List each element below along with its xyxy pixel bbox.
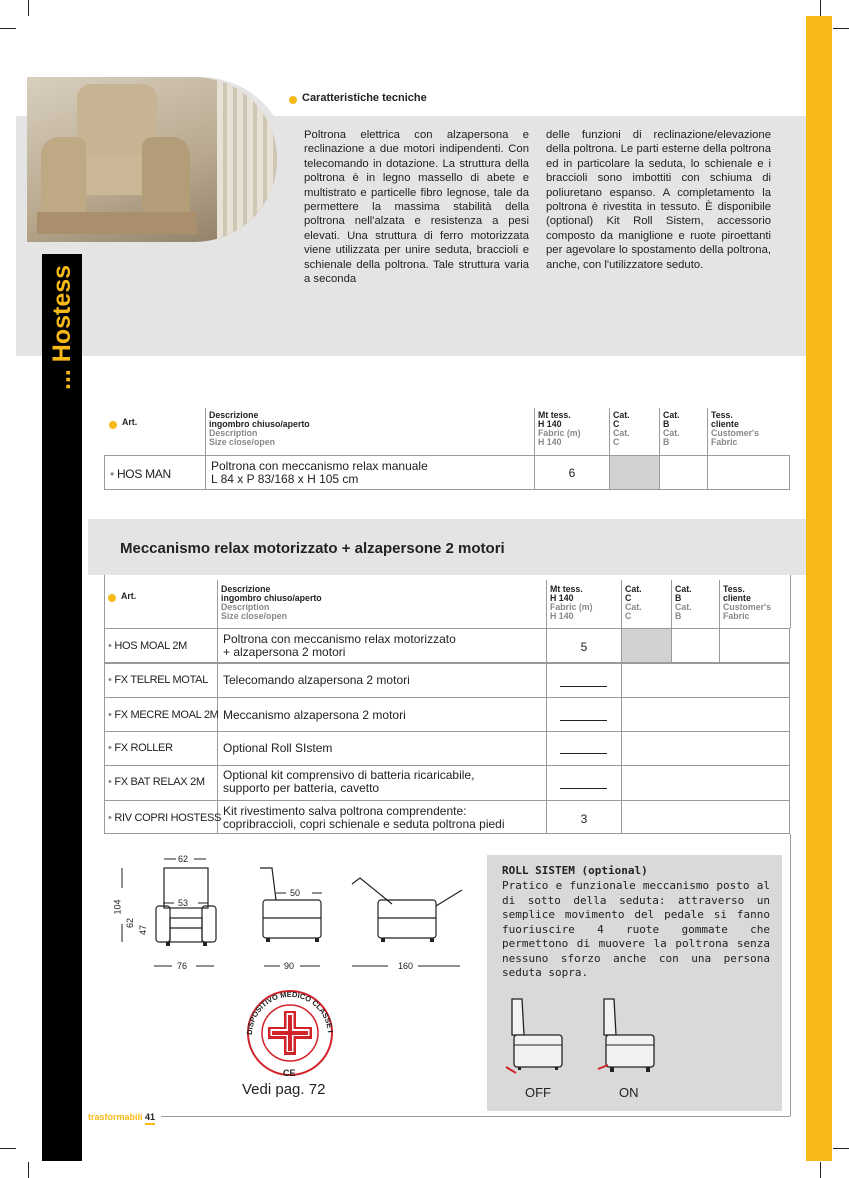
footer-rule xyxy=(161,1116,790,1117)
cat-c-cell xyxy=(622,629,671,662)
dim-front-width: 76 xyxy=(177,961,188,971)
ce-mark: CE xyxy=(283,1068,296,1078)
qty-blank xyxy=(560,753,607,754)
dim-side-depth: 90 xyxy=(284,961,295,971)
tech-description-col2: delle funzioni di reclinazione/elevazione della poltrona. Le parti esterne della poltrona ed in particolare la seduta, lo schienale e i braccioli sono imbottiti con schiuma di poliuretano espanso. A completamento la poltrona è rivestita in tessuto. È disponibile (optional) Kit Roll Sistem, accessorio composto da maniglione e ruote piroettanti per agevolare lo spostamento della poltrona, anche, con l'utilizzatore seduto. xyxy=(546,129,771,271)
bullet-icon xyxy=(289,96,297,104)
col-fabric: Mt tess. H 140 Fabric (m) H 140 xyxy=(538,410,581,447)
see-page-note: Vedi pag. 72 xyxy=(242,1081,326,1098)
qty-blank xyxy=(560,720,607,721)
col-art: Art. xyxy=(122,417,138,427)
col-cat-c: Cat. C Cat. C xyxy=(625,584,642,621)
article-description: Poltrona con meccanismo relax motorizzato + alzapersona 2 motori xyxy=(223,632,456,659)
roll-off-label: OFF xyxy=(525,1085,551,1100)
article-description: Poltrona con meccanismo relax manuale L 84 x P 83/168 x H 105 cm xyxy=(211,459,428,486)
footer-brand: trasformabili xyxy=(88,1112,143,1122)
dim-front-h1: 104 xyxy=(112,899,123,915)
article-code: • HOS MAN xyxy=(110,467,171,481)
fabric-qty: 6 xyxy=(568,466,576,480)
article-description: Telecomando alzapersona 2 motori xyxy=(223,673,410,687)
roll-sistem-illustration xyxy=(500,995,670,1080)
article-description: Optional Roll SIstem xyxy=(223,741,333,755)
qty-blank xyxy=(560,686,607,687)
dimension-drawings xyxy=(100,848,480,978)
dim-front-top: 62 xyxy=(178,854,189,864)
article-description: Meccanismo alzapersona 2 motori xyxy=(223,708,406,722)
col-cat-b: Cat. B Cat. B xyxy=(675,584,692,621)
col-art: Art. xyxy=(121,591,137,601)
roll-sistem-title: ROLL SISTEM (optional) xyxy=(502,864,648,877)
article-description: Optional kit comprensivo di batteria ricaricabile, supporto per batteria, cavetto xyxy=(223,768,475,795)
brand-vertical: ... Hostess xyxy=(48,264,76,390)
roll-on-label: ON xyxy=(619,1085,639,1100)
roll-sistem-text: Pratico e funzionale meccanismo posto al di sotto della seduta: attraverso un semplice movimento del pedale si fanno fuoriuscire 4 ruote gommate che permettono di muovere la poltrona senza nessuno sforzo anche con una persona seduta sopra. xyxy=(502,879,770,979)
bullet-icon xyxy=(109,421,117,429)
section2-title: Meccanismo relax motorizzato + alzapersone 2 motori xyxy=(120,540,505,557)
article-code: • RIV COPRI HOSTESS xyxy=(108,812,222,824)
qty-blank xyxy=(560,788,607,789)
article-code: • FX MECRE MOAL 2M xyxy=(108,709,219,721)
article-code: • FX BAT RELAX 2M xyxy=(108,776,205,788)
col-cat-b: Cat. B Cat. B xyxy=(663,410,680,447)
dim-front-h2: 62 xyxy=(125,917,136,929)
article-description: Kit rivestimento salva poltrona comprendente: copribraccioli, copri schienale e seduta poltrona piedi xyxy=(223,804,505,831)
article-code: • FX ROLLER xyxy=(108,742,173,754)
medical-device-seal xyxy=(238,985,342,1077)
col-customer-fabric: Tess. cliente Customer's Fabric xyxy=(711,410,760,447)
page-number: 41 xyxy=(145,1112,155,1125)
page-footer xyxy=(88,1112,155,1122)
section-title: Caratteristiche tecniche xyxy=(302,92,427,104)
dim-front-h3: 47 xyxy=(138,924,149,936)
fabric-qty: 5 xyxy=(580,640,588,654)
side-brand-bar xyxy=(42,254,82,1161)
col-cat-c: Cat. C Cat. C xyxy=(613,410,630,447)
dim-open-depth: 160 xyxy=(398,961,414,971)
accent-bar xyxy=(806,16,832,1161)
tech-description-col1: Poltrona elettrica con alzapersona e reclinazione a due motori indipendenti. Con telecomando in dotazione. La struttura della poltrona è in legno massello di abete e multistrato e particelle fibro legnose, tale da permettere la massima stabilità della poltrona nell'alzata e resistenza a pesi elevati. Una struttura di ferro motorizzata viene utilizzata per unire seduta, braccioli e schienale della poltrona. Tale struttura varia a seconda xyxy=(304,129,529,286)
col-fabric: Mt tess. H 140 Fabric (m) H 140 xyxy=(550,584,593,621)
table-row xyxy=(104,455,790,490)
fabric-qty: 3 xyxy=(580,812,588,826)
col-customer-fabric: Tess. cliente Customer's Fabric xyxy=(723,584,772,621)
col-description: Descrizione ingombro chiuso/aperto Description Size close/open xyxy=(221,584,322,621)
bullet-icon xyxy=(108,594,116,602)
product-photo xyxy=(27,77,277,242)
dim-front-inner: 53 xyxy=(178,898,189,908)
cat-c-cell xyxy=(610,456,659,489)
dim-side-seat: 50 xyxy=(290,888,301,898)
article-code: • FX TELREL MOTAL xyxy=(108,674,209,686)
col-description: Descrizione ingombro chiuso/aperto Description Size close/open xyxy=(209,410,310,447)
article-code: • HOS MOAL 2M xyxy=(108,640,188,652)
seal-text: DISPOSITIVO MEDICO CLASSE I xyxy=(244,989,335,1036)
